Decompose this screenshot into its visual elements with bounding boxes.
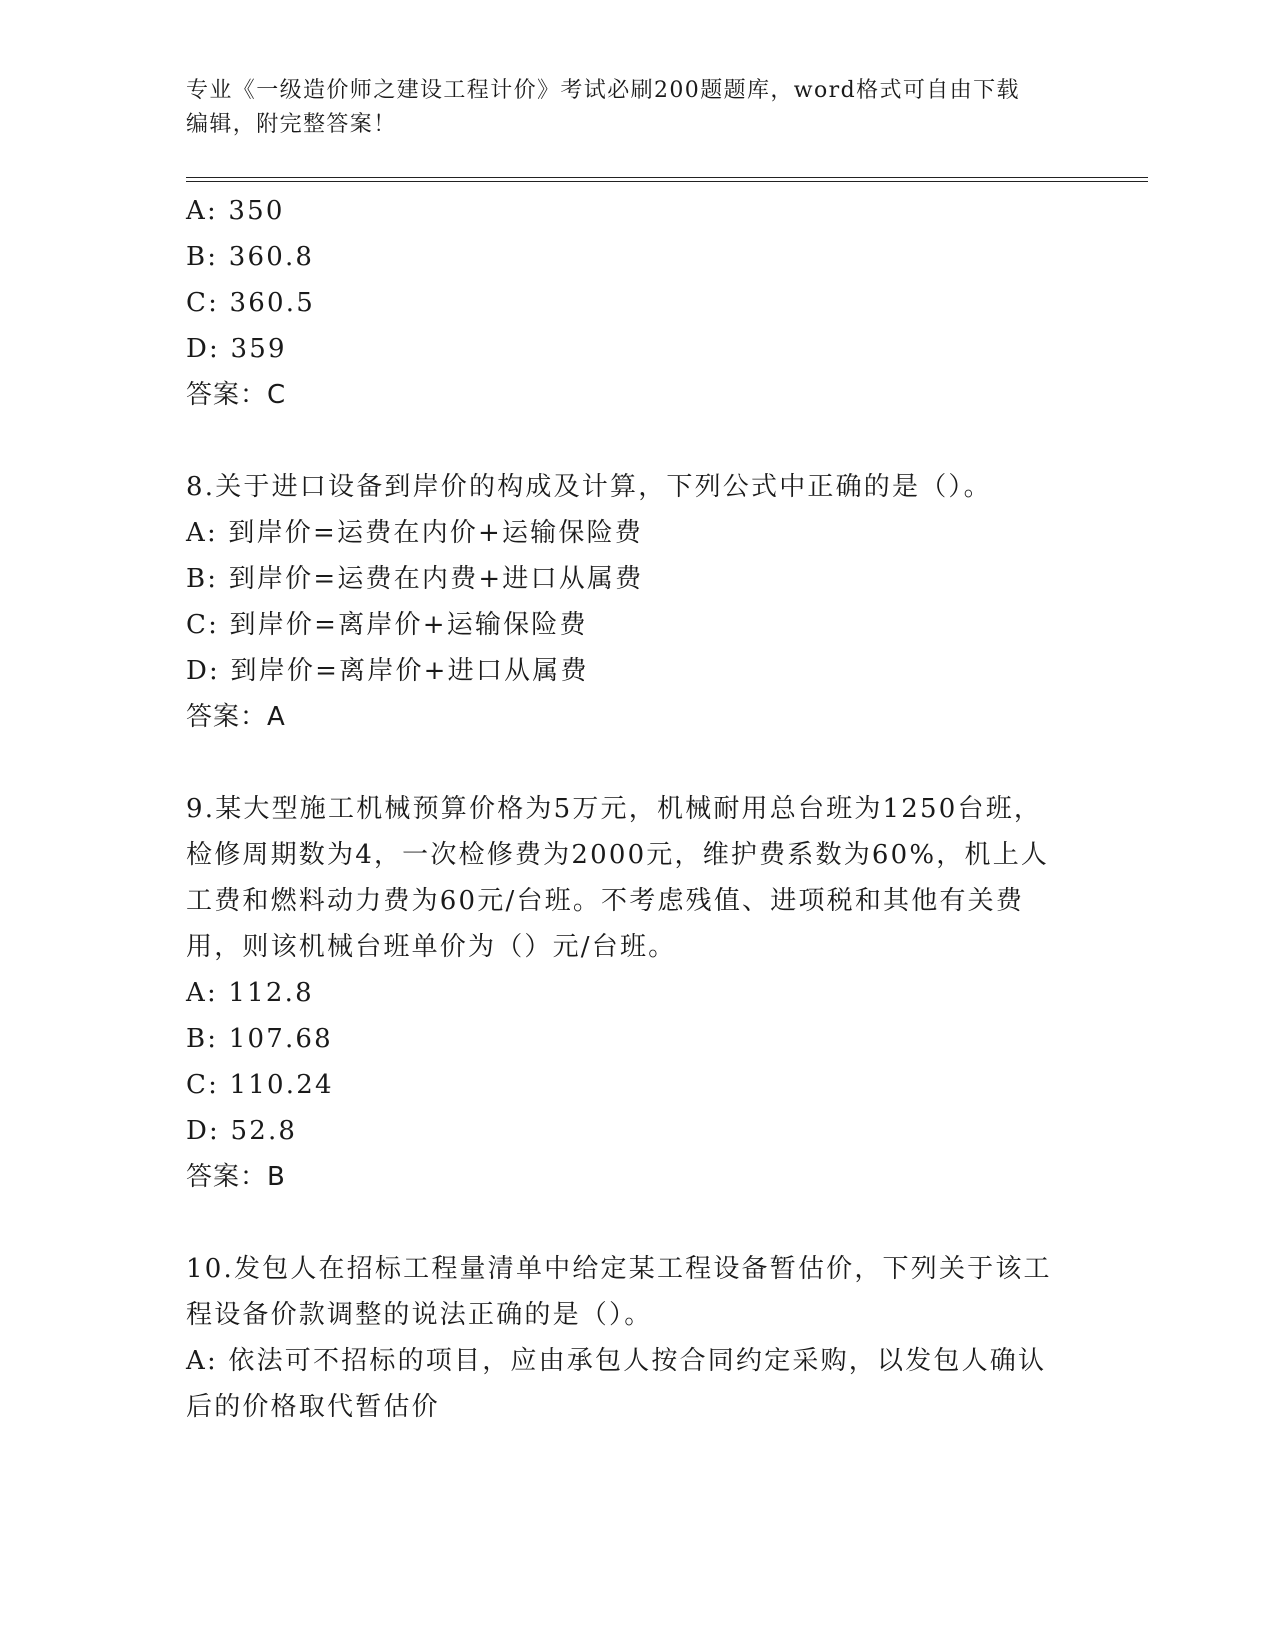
header-divider-bottom <box>186 181 1148 182</box>
question-8 <box>186 464 1066 740</box>
q10-option-a-line-1: A: 依法可不招标的项目，应由承包人按合同约定采购，以发包人确认 <box>186 1346 1047 1376</box>
q8-answer: 答案：A <box>186 702 286 732</box>
q7-option-a: A: 350 <box>186 196 285 226</box>
q7-option-b: B: 360.8 <box>186 242 315 272</box>
q7-option-d: D: 359 <box>186 334 287 364</box>
question-content <box>186 188 1066 1430</box>
q9-stem-line-1: 9.某大型施工机械预算价格为5万元，机械耐用总台班为1250台班， <box>186 794 1043 824</box>
header-divider-top <box>186 177 1148 178</box>
q8-option-b: B: 到岸价=运费在内费+进口从属费 <box>186 564 644 594</box>
q9-stem-line-2: 检修周期数为4，一次检修费为2000元，维护费系数为60%，机上人 <box>186 840 1050 870</box>
q8-option-d: D: 到岸价=离岸价+进口从属费 <box>186 656 589 686</box>
q9-stem-line-4: 用，则该机械台班单价为（）元/台班。 <box>186 932 677 962</box>
question-9 <box>186 786 1066 1200</box>
q9-option-a: A: 112.8 <box>186 978 314 1008</box>
q9-answer: 答案：B <box>186 1162 286 1192</box>
spacer <box>186 1200 1066 1246</box>
q9-option-d: D: 52.8 <box>186 1116 298 1146</box>
q10-option-a-line-2: 后的价格取代暂估价 <box>186 1392 440 1422</box>
q7-answer: 答案：C <box>186 380 287 410</box>
q8-option-c: C: 到岸价=离岸价+运输保险费 <box>186 610 588 640</box>
q10-stem-line-1: 10.发包人在招标工程量清单中给定某工程设备暂估价，下列关于该工 <box>186 1254 1052 1284</box>
question-7 <box>186 188 1066 418</box>
q9-stem-line-3: 工费和燃料动力费为60元/台班。不考虑残值、进项税和其他有关费 <box>186 886 1025 916</box>
spacer <box>186 418 1066 464</box>
question-10 <box>186 1246 1066 1430</box>
q9-option-b: B: 107.68 <box>186 1024 333 1054</box>
q7-option-c: C: 360.5 <box>186 288 315 318</box>
q9-option-c: C: 110.24 <box>186 1070 334 1100</box>
header-title-line-1: 专业《一级造价师之建设工程计价》考试必刷200题题库，word格式可自由下载 <box>186 78 1020 103</box>
spacer <box>186 740 1066 786</box>
q8-stem: 8.关于进口设备到岸价的构成及计算，下列公式中正确的是（）。 <box>186 472 992 502</box>
q10-stem-line-2: 程设备价款调整的说法正确的是（）。 <box>186 1300 653 1330</box>
document-header <box>186 74 1066 142</box>
header-title-line-2: 编辑，附完整答案！ <box>186 112 397 137</box>
q8-option-a: A: 到岸价=运费在内价+运输保险费 <box>186 518 643 548</box>
